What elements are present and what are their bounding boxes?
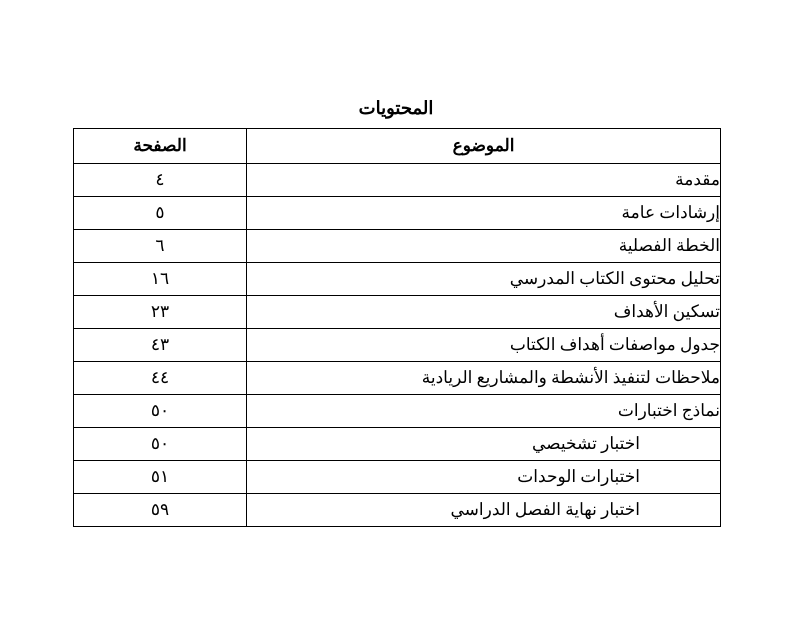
page-number-cell: ٦ <box>74 230 247 263</box>
contents-table <box>73 128 721 527</box>
topic-cell: جدول مواصفات أهداف الكتاب <box>247 329 721 362</box>
topic-column-header: الموضوع <box>247 129 721 164</box>
topic-cell: تحليل محتوى الكتاب المدرسي <box>247 263 721 296</box>
table-row <box>74 296 721 329</box>
topic-cell: ملاحظات لتنفيذ الأنشطة والمشاريع الريادية <box>247 362 721 395</box>
page-number-cell: ٢٣ <box>74 296 247 329</box>
page-number-cell: ٥٠ <box>74 428 247 461</box>
page-number-cell: ٥٩ <box>74 494 247 527</box>
subtopic-cell: اختبار تشخيصي <box>247 428 721 461</box>
page-title: المحتويات <box>358 98 434 118</box>
topic-cell: مقدمة <box>247 164 721 197</box>
page-number-cell: ٥١ <box>74 461 247 494</box>
page-column-header: الصفحة <box>74 129 247 164</box>
table-row <box>74 362 721 395</box>
table-row <box>74 164 721 197</box>
page-number-cell: ٤٣ <box>74 329 247 362</box>
table-row <box>74 395 721 428</box>
topic-cell: تسكين الأهداف <box>247 296 721 329</box>
page-number-cell: ٤ <box>74 164 247 197</box>
topic-cell: إرشادات عامة <box>247 197 721 230</box>
subtopic-cell: اختبار نهاية الفصل الدراسي <box>247 494 721 527</box>
page-number-cell: ٥ <box>74 197 247 230</box>
subtopic-cell: اختبارات الوحدات <box>247 461 721 494</box>
table-row <box>74 494 721 527</box>
table-row <box>74 263 721 296</box>
page-number-cell: ١٦ <box>74 263 247 296</box>
page-number-cell: ٤٤ <box>74 362 247 395</box>
topic-cell: الخطة الفصلية <box>247 230 721 263</box>
table-row <box>74 461 721 494</box>
table-row <box>74 197 721 230</box>
table-row <box>74 230 721 263</box>
table-row <box>74 428 721 461</box>
page-number-cell: ٥٠ <box>74 395 247 428</box>
topic-cell: نماذج اختبارات <box>247 395 721 428</box>
table-header-row <box>74 129 721 164</box>
table-row <box>74 329 721 362</box>
